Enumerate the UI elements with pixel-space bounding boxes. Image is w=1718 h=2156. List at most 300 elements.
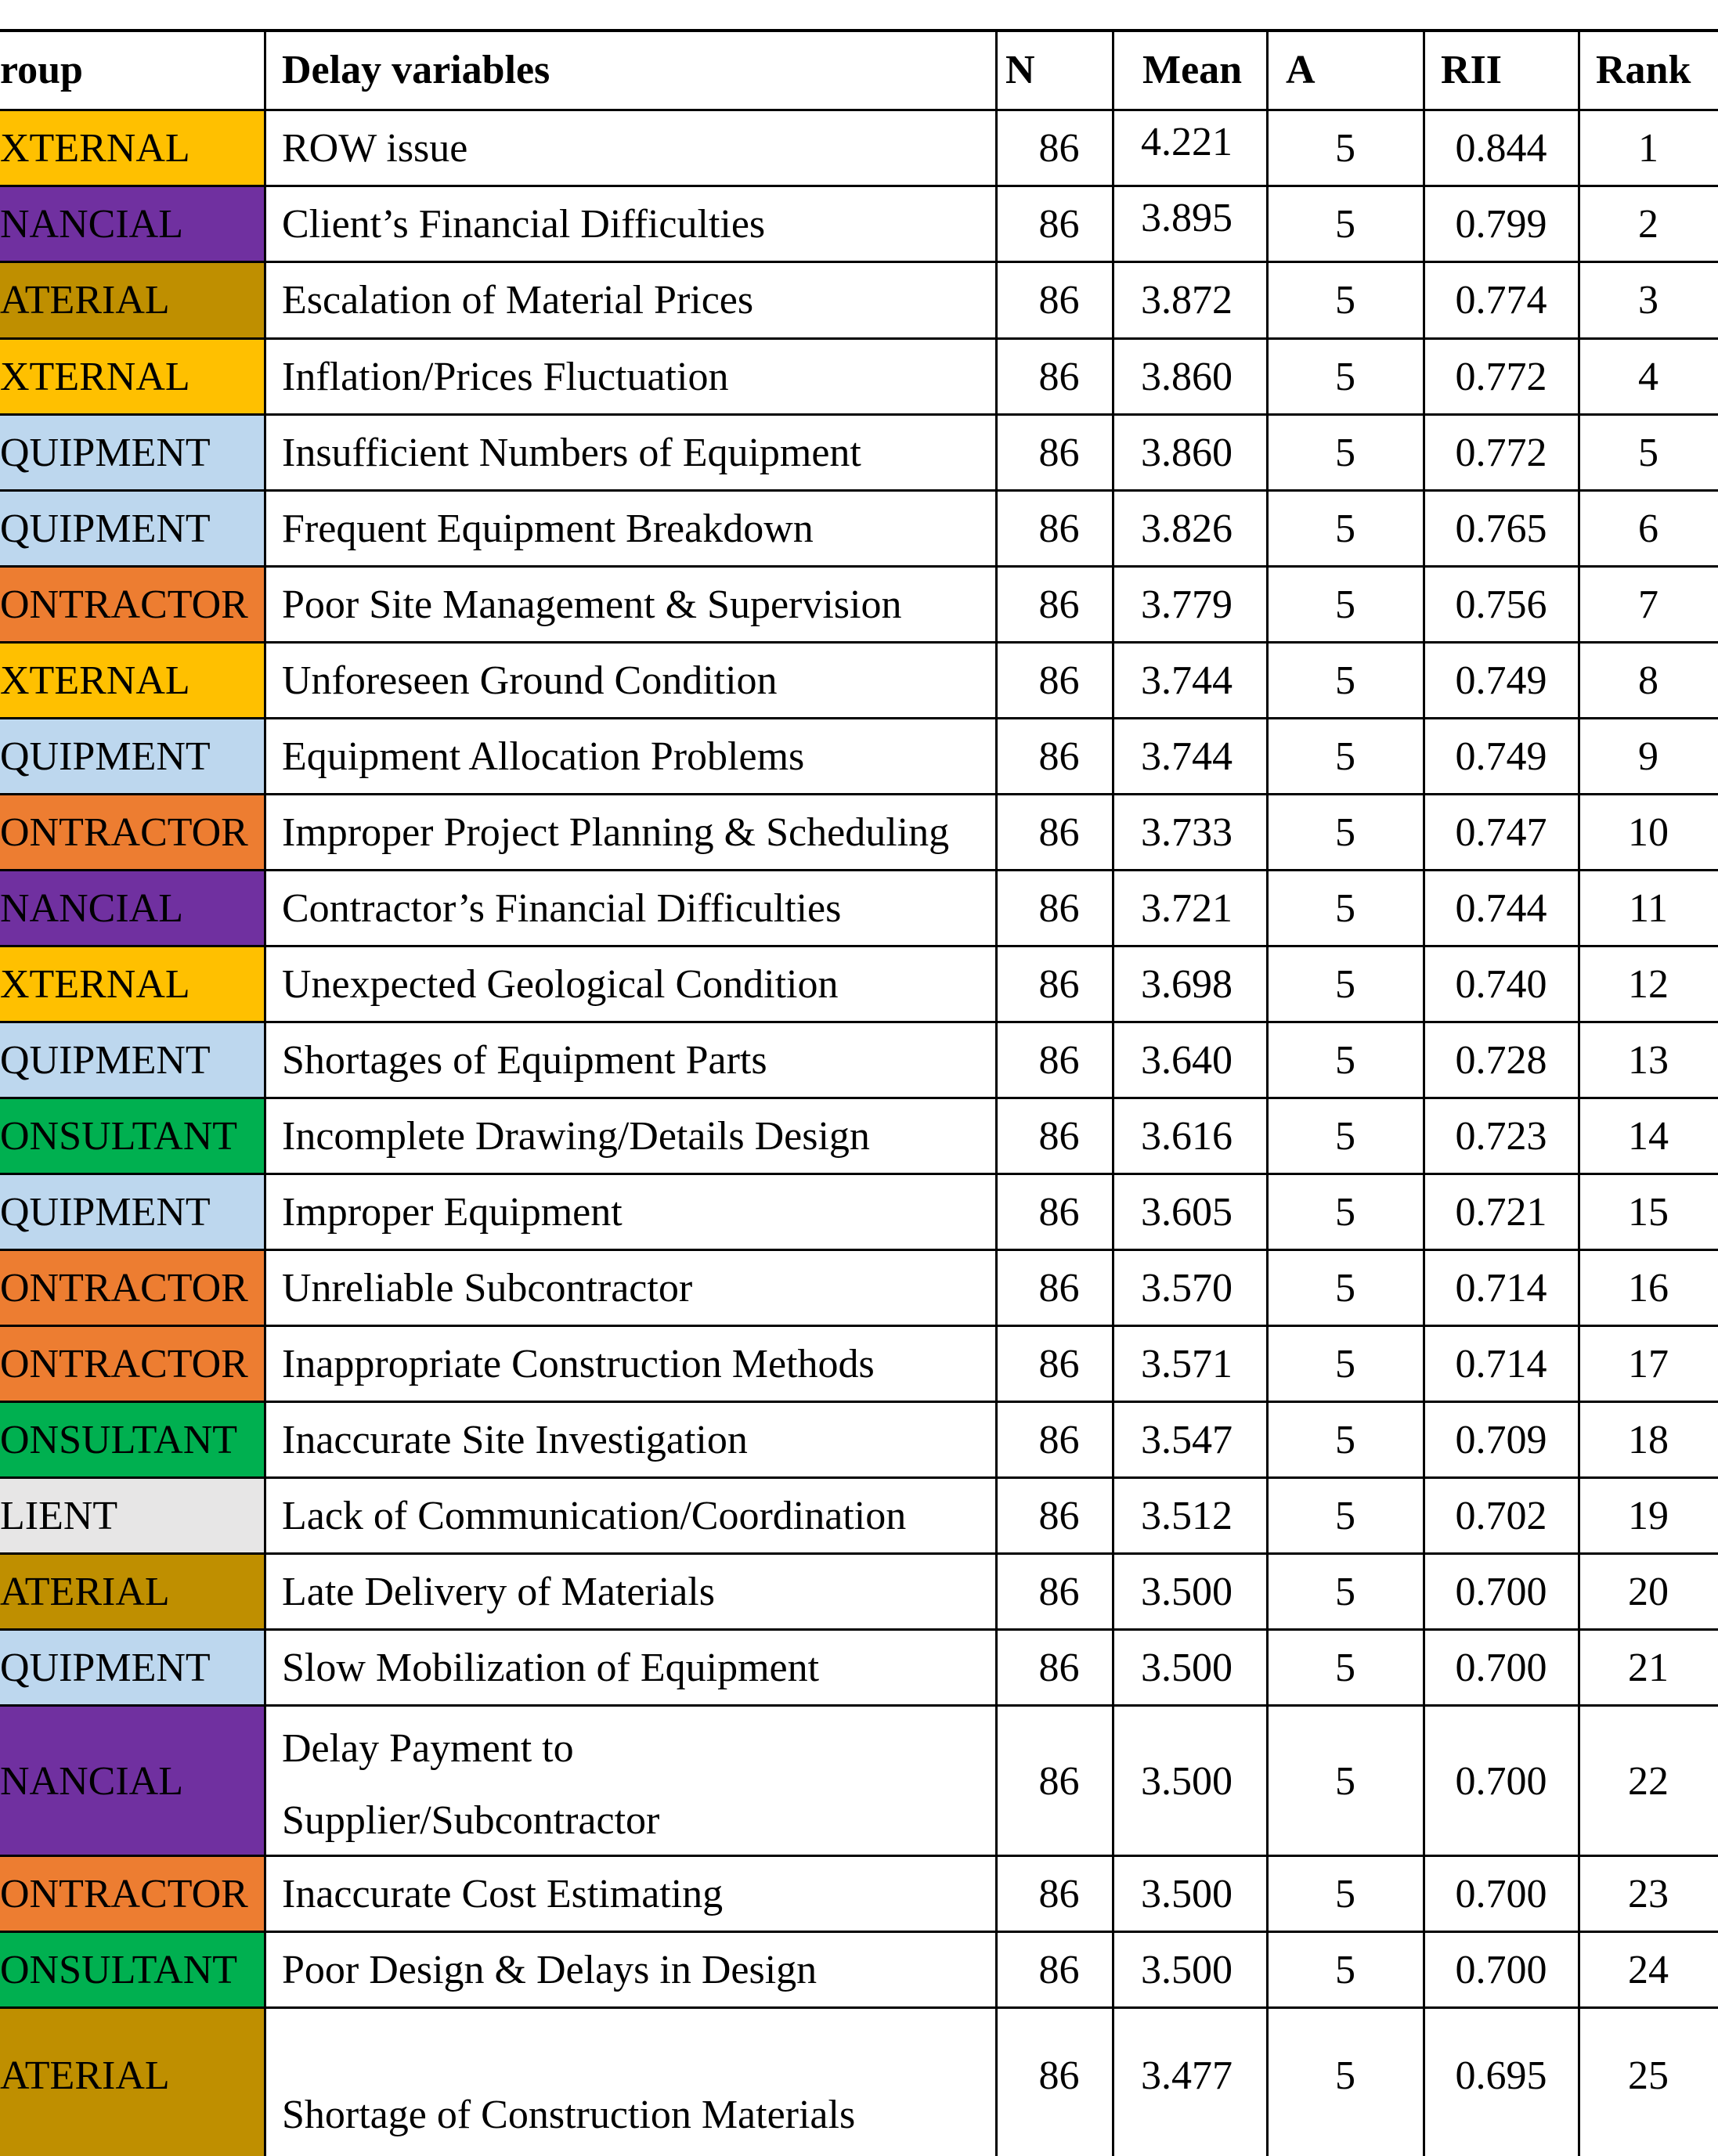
n-cell (996, 1401, 1113, 1477)
table-row (0, 1477, 1718, 1553)
mean-value: 3.860 (1141, 355, 1233, 399)
group-cell (0, 1174, 265, 1249)
rii-value: 0.700 (1455, 1872, 1547, 1916)
n-value: 86 (1038, 507, 1080, 551)
rank-value: 19 (1628, 1494, 1669, 1538)
rii-cell (1424, 1629, 1579, 1705)
group-label: ATERIAL (0, 278, 170, 323)
rank-cell (1579, 1098, 1718, 1174)
variable-cell (265, 2007, 996, 2156)
variable-label: Poor Design & Delays in Design (282, 1948, 817, 1992)
a-cell (1267, 2007, 1424, 2156)
rank-value: 2 (1638, 202, 1658, 247)
variable-label: Incomplete Drawing/Details Design (282, 1114, 870, 1159)
rii-value: 0.700 (1455, 1646, 1547, 1690)
group-label: ONTRACTOR (0, 810, 248, 855)
rii-cell (1424, 1325, 1579, 1401)
n-cell (996, 261, 1113, 338)
a-cell (1267, 1174, 1424, 1249)
a-cell (1267, 261, 1424, 338)
a-cell (1267, 110, 1424, 186)
a-value: 5 (1335, 1948, 1355, 1992)
group-label: QUIPMENT (0, 1646, 211, 1690)
variable-cell (265, 1401, 996, 1477)
column-divider (264, 30, 266, 2156)
rii-cell (1424, 1022, 1579, 1098)
mean-value: 3.826 (1141, 507, 1233, 551)
group-cell (0, 1477, 265, 1553)
rank-cell (1579, 2007, 1718, 2156)
rank-value: 5 (1638, 431, 1658, 475)
row-divider (0, 1173, 1718, 1175)
a-cell (1267, 1855, 1424, 1931)
n-cell (996, 186, 1113, 261)
n-value: 86 (1038, 202, 1080, 247)
mean-cell (1113, 110, 1267, 186)
rii-value: 0.749 (1455, 658, 1547, 703)
variable-cell (265, 1325, 996, 1401)
rank-cell (1579, 1705, 1718, 1855)
rii-value: 0.723 (1455, 1114, 1547, 1159)
group-label: NANCIAL (0, 202, 183, 247)
n-cell (996, 490, 1113, 566)
column-divider (1112, 30, 1114, 2156)
row-divider (0, 109, 1718, 111)
n-value: 86 (1038, 1948, 1080, 1992)
rank-value: 12 (1628, 962, 1669, 1007)
group-cell (0, 1931, 265, 2007)
rank-cell (1579, 946, 1718, 1022)
rank-cell (1579, 1401, 1718, 1477)
n-value: 86 (1038, 1646, 1080, 1690)
a-value: 5 (1335, 1646, 1355, 1690)
variable-label: Shortages of Equipment Parts (282, 1038, 767, 1083)
mean-value: 3.500 (1141, 1872, 1233, 1916)
n-value: 86 (1038, 734, 1080, 779)
a-value: 5 (1335, 1038, 1355, 1083)
rii-cell (1424, 566, 1579, 642)
mean-value: 3.698 (1141, 962, 1233, 1007)
n-value: 86 (1038, 810, 1080, 855)
rank-cell (1579, 490, 1718, 566)
rank-cell (1579, 1022, 1718, 1098)
rii-cell (1424, 338, 1579, 414)
group-cell (0, 1401, 265, 1477)
group-label: QUIPMENT (0, 1190, 211, 1235)
a-value: 5 (1335, 658, 1355, 703)
variable-cell (265, 1022, 996, 1098)
rii-value: 0.740 (1455, 962, 1547, 1007)
rii-value: 0.765 (1455, 507, 1547, 551)
n-cell (996, 870, 1113, 946)
table-row (0, 718, 1718, 794)
a-cell (1267, 338, 1424, 414)
rii-value: 0.774 (1455, 278, 1547, 323)
row-divider (0, 1628, 1718, 1631)
variable-label: Client’s Financial Difficulties (282, 202, 766, 247)
n-cell (996, 1022, 1113, 1098)
a-value: 5 (1335, 202, 1355, 247)
rii-value: 0.721 (1455, 1190, 1547, 1235)
rii-cell (1424, 718, 1579, 794)
mean-cell (1113, 566, 1267, 642)
group-label: NANCIAL (0, 1759, 183, 1804)
table-row (0, 261, 1718, 338)
table-row (0, 1249, 1718, 1325)
row-divider (0, 945, 1718, 947)
variable-cell (265, 946, 996, 1022)
table-row (0, 186, 1718, 261)
row-divider (0, 1097, 1718, 1099)
table-row (0, 110, 1718, 186)
header-mean-label: Mean (1142, 48, 1243, 92)
rii-value: 0.700 (1455, 1948, 1547, 1992)
header-a-label: A (1286, 48, 1316, 92)
variable-cell (265, 718, 996, 794)
rii-value: 0.702 (1455, 1494, 1547, 1538)
group-label: NANCIAL (0, 886, 183, 931)
a-cell (1267, 718, 1424, 794)
a-cell (1267, 642, 1424, 718)
rii-cell (1424, 490, 1579, 566)
variable-cell (265, 1249, 996, 1325)
row-divider (0, 793, 1718, 795)
group-cell (0, 2007, 265, 2156)
rank-cell (1579, 338, 1718, 414)
variable-label: Lack of Communication/Coordination (282, 1494, 907, 1538)
rank-value: 11 (1628, 886, 1669, 931)
rank-value: 25 (1628, 2053, 1669, 2098)
mean-value: 3.744 (1141, 734, 1233, 779)
row-divider (0, 337, 1718, 340)
mean-cell (1113, 1401, 1267, 1477)
mean-value: 3.500 (1141, 1646, 1233, 1690)
row-divider (0, 1704, 1718, 1707)
table-row (0, 566, 1718, 642)
mean-cell (1113, 1931, 1267, 2007)
a-cell (1267, 1249, 1424, 1325)
mean-value: 3.872 (1141, 278, 1233, 323)
variable-label: Frequent Equipment Breakdown (282, 507, 814, 551)
group-cell (0, 718, 265, 794)
n-value: 86 (1038, 431, 1080, 475)
a-value: 5 (1335, 1114, 1355, 1159)
row-divider (0, 413, 1718, 416)
group-cell (0, 1553, 265, 1629)
rii-cell (1424, 2007, 1579, 2156)
rii-cell (1424, 642, 1579, 718)
rii-cell (1424, 1705, 1579, 1855)
group-label: LIENT (0, 1494, 118, 1538)
rii-cell (1424, 870, 1579, 946)
rank-cell (1579, 1477, 1718, 1553)
table-row (0, 1553, 1718, 1629)
row-divider (0, 1401, 1718, 1403)
header-n (996, 30, 1113, 110)
mean-value: 3.616 (1141, 1114, 1233, 1159)
group-label: ONTRACTOR (0, 1342, 248, 1386)
a-cell (1267, 1325, 1424, 1401)
mean-cell (1113, 414, 1267, 490)
table-row (0, 338, 1718, 414)
a-value: 5 (1335, 278, 1355, 323)
group-label: ATERIAL (0, 1570, 170, 1614)
row-divider (0, 185, 1718, 187)
a-cell (1267, 794, 1424, 870)
n-value: 86 (1038, 658, 1080, 703)
table-row (0, 1174, 1718, 1249)
rii-value: 0.744 (1455, 886, 1547, 931)
n-value: 86 (1038, 1759, 1080, 1804)
a-cell (1267, 870, 1424, 946)
row-divider (0, 29, 1718, 32)
column-divider (995, 30, 998, 2156)
rii-cell (1424, 414, 1579, 490)
column-divider (1578, 30, 1580, 2156)
rank-value: 7 (1638, 582, 1658, 627)
mean-cell (1113, 490, 1267, 566)
n-cell (996, 1931, 1113, 2007)
rank-value: 23 (1628, 1872, 1669, 1916)
rii-value: 0.714 (1455, 1342, 1547, 1386)
group-cell (0, 794, 265, 870)
group-label: ONTRACTOR (0, 1266, 248, 1311)
group-cell (0, 261, 265, 338)
mean-value: 4.221 (1141, 120, 1233, 164)
rii-value: 0.772 (1455, 355, 1547, 399)
variable-label: Delay Payment to (282, 1726, 574, 1771)
table-row (0, 794, 1718, 870)
rii-cell (1424, 1098, 1579, 1174)
n-cell (996, 1553, 1113, 1629)
a-cell (1267, 1553, 1424, 1629)
a-value: 5 (1335, 962, 1355, 1007)
header-rank (1579, 30, 1718, 110)
rii-cell (1424, 1249, 1579, 1325)
mean-value: 3.547 (1141, 1418, 1233, 1462)
group-cell (0, 338, 265, 414)
row-divider (0, 565, 1718, 568)
rank-value: 20 (1628, 1570, 1669, 1614)
mean-cell (1113, 1705, 1267, 1855)
table-row (0, 1629, 1718, 1705)
group-cell (0, 1249, 265, 1325)
column-divider (1266, 30, 1269, 2156)
row-divider (0, 869, 1718, 871)
mean-cell (1113, 1022, 1267, 1098)
n-value: 86 (1038, 1114, 1080, 1159)
rii-value: 0.772 (1455, 431, 1547, 475)
n-value: 86 (1038, 1570, 1080, 1614)
mean-value: 3.512 (1141, 1494, 1233, 1538)
rank-cell (1579, 870, 1718, 946)
mean-value: 3.605 (1141, 1190, 1233, 1235)
rii-value: 0.709 (1455, 1418, 1547, 1462)
table-row (0, 414, 1718, 490)
a-value: 5 (1335, 810, 1355, 855)
table-row (0, 1325, 1718, 1401)
table-row (0, 1855, 1718, 1931)
table-row (0, 490, 1718, 566)
n-value: 86 (1038, 278, 1080, 323)
n-cell (996, 110, 1113, 186)
rii-cell (1424, 1931, 1579, 2007)
rank-value: 3 (1638, 278, 1658, 323)
table-row (0, 2007, 1718, 2156)
mean-cell (1113, 794, 1267, 870)
rank-cell (1579, 1325, 1718, 1401)
header-group-label: roup (0, 48, 83, 92)
group-cell (0, 414, 265, 490)
row-divider (0, 1249, 1718, 1251)
mean-value: 3.571 (1141, 1342, 1233, 1386)
variable-label-line2: Supplier/Subcontractor (282, 1798, 660, 1843)
header-rii-label: RII (1441, 48, 1503, 92)
a-value: 5 (1335, 1759, 1355, 1804)
header-mean (1113, 30, 1267, 110)
rank-value: 18 (1628, 1418, 1669, 1462)
variable-label: Late Delivery of Materials (282, 1570, 715, 1614)
rank-cell (1579, 794, 1718, 870)
rii-cell (1424, 110, 1579, 186)
table-row (0, 870, 1718, 946)
rank-cell (1579, 1249, 1718, 1325)
row-divider (0, 261, 1718, 263)
a-value: 5 (1335, 1872, 1355, 1916)
header-variable-label: Delay variables (282, 48, 550, 92)
row-divider (0, 1021, 1718, 1023)
group-label: QUIPMENT (0, 431, 211, 475)
n-value: 86 (1038, 1342, 1080, 1386)
column-divider (1423, 30, 1425, 2156)
mean-cell (1113, 1174, 1267, 1249)
variable-cell (265, 1931, 996, 2007)
group-label: XTERNAL (0, 355, 190, 399)
a-cell (1267, 490, 1424, 566)
mean-cell (1113, 1098, 1267, 1174)
rank-cell (1579, 1931, 1718, 2007)
group-label: XTERNAL (0, 962, 190, 1007)
n-value: 86 (1038, 1190, 1080, 1235)
rank-value: 8 (1638, 658, 1658, 703)
a-cell (1267, 1098, 1424, 1174)
variable-cell (265, 870, 996, 946)
rank-value: 21 (1628, 1646, 1669, 1690)
group-label: ATERIAL (0, 2053, 170, 2098)
variable-cell (265, 490, 996, 566)
a-value: 5 (1335, 2053, 1355, 2098)
n-cell (996, 1477, 1113, 1553)
variable-cell (265, 1629, 996, 1705)
mean-cell (1113, 1325, 1267, 1401)
group-label: QUIPMENT (0, 734, 211, 779)
rank-value: 1 (1638, 126, 1658, 171)
mean-value: 3.733 (1141, 810, 1233, 855)
rank-cell (1579, 1855, 1718, 1931)
group-label: ONSULTANT (0, 1948, 238, 1992)
rii-cell (1424, 1553, 1579, 1629)
group-label: ONSULTANT (0, 1418, 238, 1462)
rank-value: 24 (1628, 1948, 1669, 1992)
a-value: 5 (1335, 582, 1355, 627)
rank-value: 17 (1628, 1342, 1669, 1386)
variable-label: Unreliable Subcontractor (282, 1266, 693, 1311)
header-n-label: N (1005, 48, 1035, 92)
variable-label: ROW issue (282, 126, 468, 171)
rank-cell (1579, 566, 1718, 642)
group-label: ONTRACTOR (0, 582, 248, 627)
variable-cell (265, 1855, 996, 1931)
rank-value: 22 (1628, 1759, 1669, 1804)
mean-value: 3.779 (1141, 582, 1233, 627)
mean-cell (1113, 1855, 1267, 1931)
n-cell (996, 1855, 1113, 1931)
rii-value: 0.700 (1455, 1759, 1547, 1804)
variable-label: Shortage of Construction Materials (282, 2093, 856, 2137)
variable-label: Inappropriate Construction Methods (282, 1342, 875, 1386)
rii-value: 0.799 (1455, 202, 1547, 247)
mean-value: 3.500 (1141, 1759, 1233, 1804)
group-cell (0, 946, 265, 1022)
a-cell (1267, 1477, 1424, 1553)
group-cell (0, 110, 265, 186)
a-cell (1267, 414, 1424, 490)
group-cell (0, 1022, 265, 1098)
n-value: 86 (1038, 355, 1080, 399)
n-cell (996, 642, 1113, 718)
group-cell (0, 642, 265, 718)
rii-cell (1424, 794, 1579, 870)
a-value: 5 (1335, 1570, 1355, 1614)
rank-cell (1579, 414, 1718, 490)
a-value: 5 (1335, 431, 1355, 475)
n-cell (996, 1705, 1113, 1855)
rii-cell (1424, 261, 1579, 338)
a-value: 5 (1335, 1266, 1355, 1311)
mean-cell (1113, 338, 1267, 414)
rank-cell (1579, 186, 1718, 261)
group-label: ONTRACTOR (0, 1872, 248, 1916)
group-cell (0, 1855, 265, 1931)
n-cell (996, 414, 1113, 490)
table-row (0, 1931, 1718, 2007)
rank-cell (1579, 110, 1718, 186)
table-row (0, 946, 1718, 1022)
n-value: 86 (1038, 962, 1080, 1007)
n-cell (996, 566, 1113, 642)
mean-value: 3.744 (1141, 658, 1233, 703)
a-value: 5 (1335, 126, 1355, 171)
group-label: QUIPMENT (0, 1038, 211, 1083)
rii-value: 0.844 (1455, 126, 1547, 171)
mean-cell (1113, 186, 1267, 261)
n-cell (996, 2007, 1113, 2156)
rank-value: 4 (1638, 355, 1658, 399)
n-cell (996, 1325, 1113, 1401)
variable-cell (265, 1174, 996, 1249)
rank-cell (1579, 642, 1718, 718)
variable-cell (265, 1553, 996, 1629)
header-group (0, 30, 265, 110)
rank-value: 6 (1638, 507, 1658, 551)
group-cell (0, 1705, 265, 1855)
a-value: 5 (1335, 1342, 1355, 1386)
group-cell (0, 1325, 265, 1401)
mean-cell (1113, 946, 1267, 1022)
variable-label: Inaccurate Cost Estimating (282, 1872, 724, 1916)
n-cell (996, 718, 1113, 794)
a-value: 5 (1335, 507, 1355, 551)
